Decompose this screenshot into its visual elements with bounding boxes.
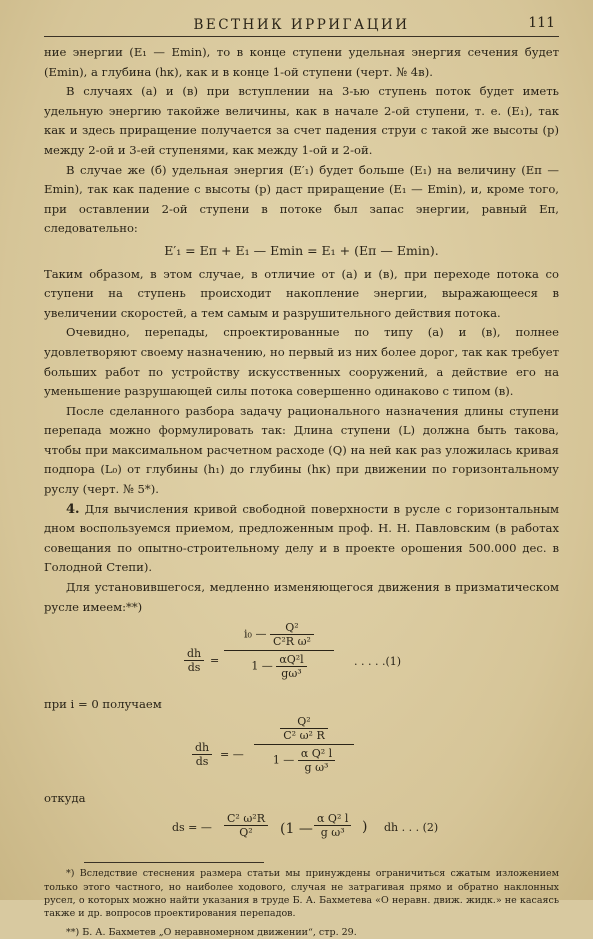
eq1-inner-den: C²R ω² (272, 635, 311, 649)
eq1-lower-frac (276, 653, 306, 680)
eq3-paren-num: α Q² l (314, 812, 351, 826)
eq1-lower-num: αQ²l (276, 653, 306, 667)
journal-title: ВЕСТНИК ИРРИГАЦИИ (193, 17, 410, 33)
paragraph-7 (44, 500, 559, 578)
paragraph-7-text: Для вычисления кривой свободной поверхности в русле с горизонтальным дном воспользуемся приемом, предложенным проф. Н. Н. Павловским (в работах совещания по опытно-строительному делу и в проекте орошения 500.000 дес. в Голодной Степи). (44, 501, 559, 575)
eq1-inner-a: i₀ — (244, 627, 267, 641)
eq1-lhs (184, 647, 204, 674)
eq1-inner-num: Q² (270, 621, 314, 635)
paragraph-6: После сделанного разбора задачу рационального назначения длины ступени перепада можно формулировать так: Длина ступени (L) должна быть такова, чтобы при максимальном расчетном расходе (Q) на ней как раз уложилась кривая подпора (L₀) от глубины (h₁) до глубины (hк) при движении по горизонтальному руслу (черт. № 5*). (44, 403, 559, 497)
eq1-lower-a: 1 — (251, 659, 273, 673)
equation-3 (44, 808, 559, 852)
footnote-divider (84, 862, 264, 863)
text-when-i-zero: при i = 0 получаем (44, 697, 162, 712)
eq3-factor-num: C² ω²R (224, 812, 268, 826)
eq2-lower-num: α Q² l (298, 747, 335, 761)
eq2-lhs (192, 741, 212, 768)
paragraph-3: В случае же (б) удельная энергия (E′₁) будет больше (E₁) на величину (Eп — Emin), так как падение с высоты (р) даст приращение (E₁ — Emin), и, кроме того, при оставлении 2-ой ступени в потоке был запас энергии, равный Eп, следовательно: (44, 162, 559, 236)
eq2-lhs-num: dh (192, 741, 212, 755)
eq1-lower-den: gω³ (281, 667, 302, 681)
eq3-factor (224, 812, 268, 839)
eq1-tag: . . . . .(1) (354, 655, 402, 669)
page-number: 111 (528, 15, 555, 31)
eq1-equals: = (210, 654, 220, 668)
paragraph-1: ние энергии (E₁ — Emin), то в конце ступени удельная энергия сечения будет (Emin), а глубина (hк), как и в конце 1-ой ступени (черт. № 4в). (44, 45, 559, 79)
eq2-inner-den: C² ω² R (283, 728, 325, 742)
eq2-lower-frac (298, 747, 335, 774)
eq1-inner-frac (270, 621, 314, 648)
eq2-main-fraction (254, 715, 354, 774)
eq1-lhs-den: ds (187, 661, 201, 675)
equation-1 (44, 619, 559, 697)
running-header (44, 14, 559, 37)
eq1-lhs-num: dh (184, 647, 204, 661)
paragraph-5: Очевидно, перепады, спроектированные по типу (а) и (в), полнее удовлетворяют своему назначению, но первый из них более дорог, так как требует больших работ по устройству искусственных сооружений, а действие его на уменьшение разрушающей силы потока совершенно одинаково с типом (в). (44, 325, 559, 399)
eq2-lower-a: 1 — (272, 753, 295, 767)
eq3-paren-den: g ω³ (320, 826, 345, 840)
eq3-factor-den: Q² (239, 826, 253, 840)
text-whence: откуда (44, 790, 86, 805)
paragraph-8: Для установившегося, медленно изменяющегося движения в призматическом русле имеем:**) (44, 580, 559, 614)
footnote-2: **) Б. А. Бахметев „О неравномерном движении“, стр. 29. (66, 927, 357, 939)
paragraph-4: Таким образом, в этом случае, в отличие от (а) и (в), при переходе потока со ступени на ступень происходит накопление энергии, выражающееся в увеличении скоростей, а тем самым и разрушительного действия потока. (44, 266, 559, 320)
formula-energy: E′₁ = Eп + E₁ — Emin = E₁ + (Eп — Emin). (164, 242, 439, 258)
eq2-inner-frac (280, 715, 327, 742)
footnote-1: *) Вследствие стеснения размера статьи мы принуждены ограничиться сжатым изложением только этого частного, но наиболее ходового, случая не затрагивая прямо и обратно наклонных русел, о которых можно найти указания в труде Б. А. Бахметева «О неравн. движ. жидк.» не касаясь также и др. вопросов проектирования перепадов. (44, 868, 559, 920)
eq3-paren-open: (1 — (280, 821, 313, 838)
eq3-paren-close: ) (362, 819, 368, 836)
eq2-inner-num: Q² (280, 715, 327, 729)
eq2-lower-den: g ω³ (304, 760, 329, 774)
eq3-paren-frac (314, 812, 351, 839)
eq2-lhs-den: ds (195, 754, 209, 768)
article-body (44, 43, 559, 617)
footnotes (44, 867, 559, 939)
eq3-lhs: ds = — (172, 821, 212, 835)
paragraph-2: В случаях (а) и (в) при вступлении на 3-ью ступень поток будет иметь удельную энергию такойже величины, как в начале 2-ой ступени, т. е. (E₁), так как и здесь приращение получается за счет падения струи с такой же высоты (р) между 2-ой и 3-ей ступенями, как между 1-ой и 2-ой. (44, 84, 559, 157)
eq3-tail: dh . . . (2) (384, 821, 439, 835)
eq2-equals: = — (220, 747, 244, 761)
eq1-main-fraction (224, 621, 334, 680)
section-number: 4. (66, 501, 80, 517)
equation-2 (44, 715, 559, 789)
